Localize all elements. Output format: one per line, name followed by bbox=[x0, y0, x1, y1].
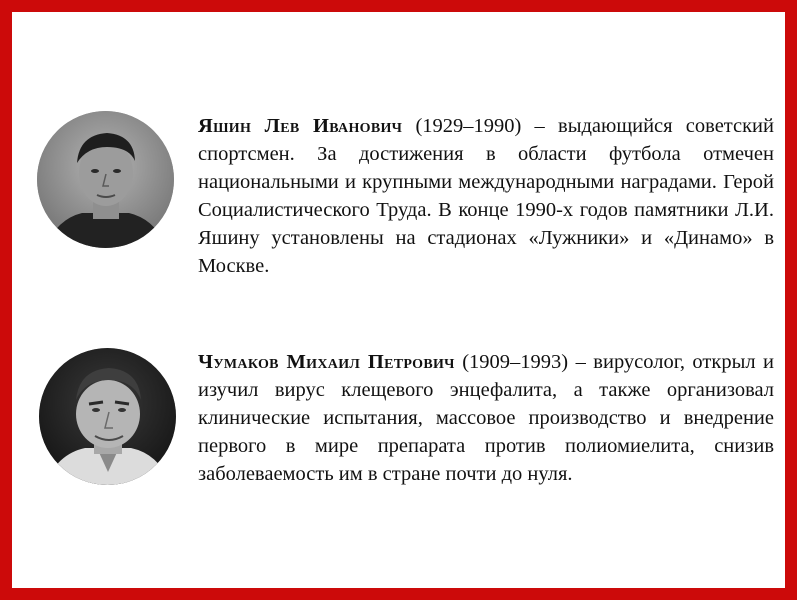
person-name: Яшин Лев Иванович bbox=[198, 115, 403, 137]
person-description: (1929–1990) – выдающийся советский спортсмен. За достижения в области футбола отмечен национальными и крупными международными наградами. Герой Социалистического Труда. В конце 1990-х годов памятники Л.И. Яшину установлены на стадионах «Лужники» и «Динамо» в Москве. bbox=[198, 115, 774, 277]
portrait-yashin-image bbox=[37, 111, 174, 248]
person-description: (1909–1993) – вирусолог, открыл и изучил вирус клещевого энцефалита, а также организовал клинические испытания, массовое производство и внедрение первого в мире препарата против полиомиелита, снизив заболеваемость им в стране почти до нуля. bbox=[198, 351, 774, 485]
portrait-chumakov-image bbox=[39, 348, 176, 485]
portrait-yashin bbox=[37, 111, 174, 248]
bio-yashin bbox=[198, 112, 774, 280]
bio-chumakov bbox=[198, 348, 774, 488]
portrait-chumakov bbox=[39, 348, 176, 485]
person-name: Чумаков Михаил Петрович bbox=[198, 351, 455, 373]
